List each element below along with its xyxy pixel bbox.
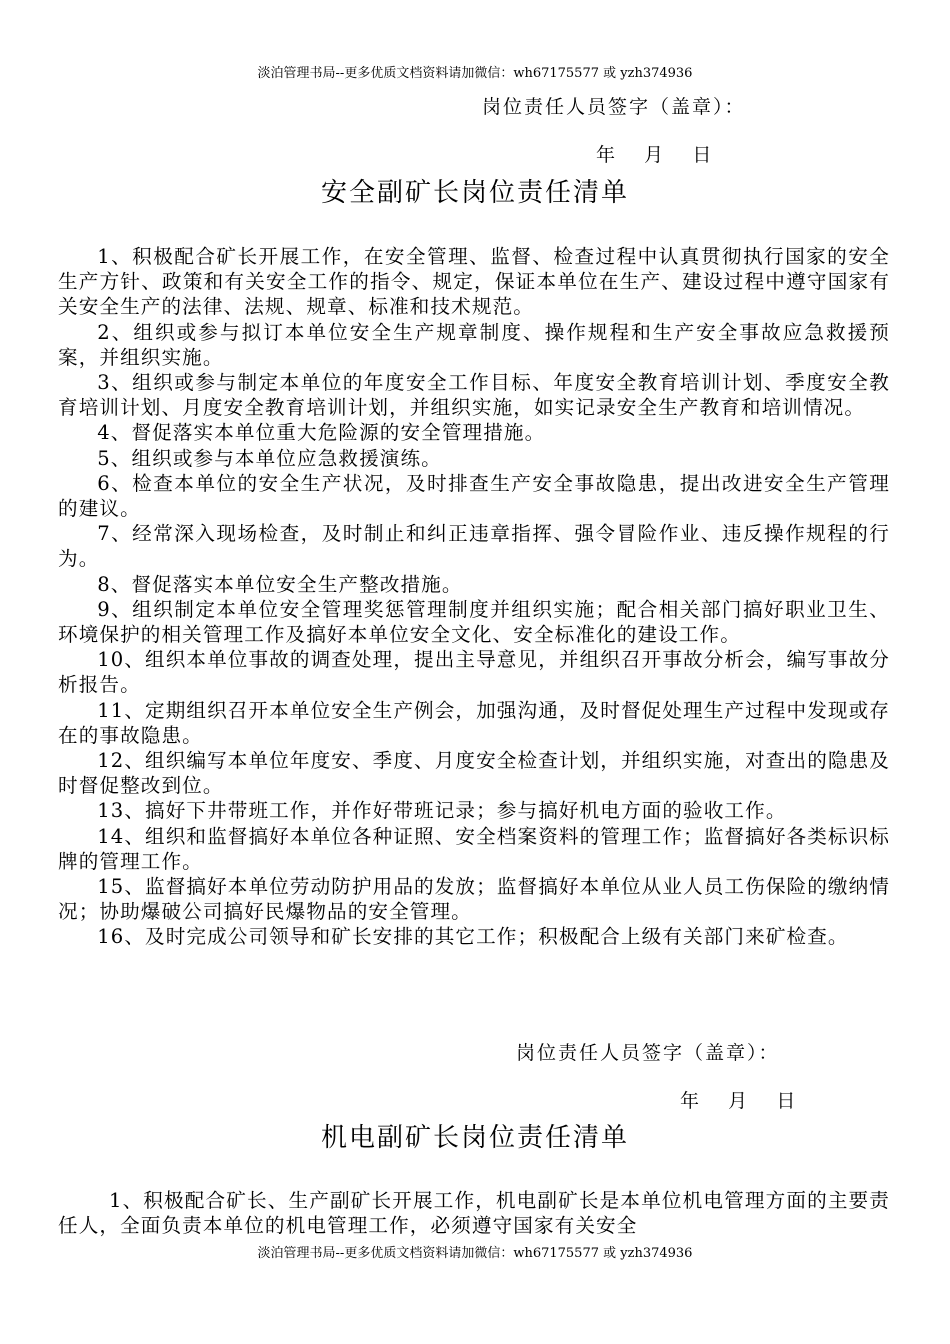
section1-item: 10、组织本单位事故的调查处理，提出主导意见，并组织召开事故分析会，编写事故分析报告。 xyxy=(58,648,890,697)
section1-item: 6、检查本单位的安全生产状况，及时排查生产安全事故隐患，提出改进安全生产管理的建议。 xyxy=(58,471,890,521)
header-watermark-note: 淡泊管理书局--更多优质文档资料请加微信：wh67175577 或 yzh374936 xyxy=(257,66,693,81)
section1-item: 4、督促落实本单位重大危险源的安全管理措施。 xyxy=(97,421,546,445)
section1-item: 13、搞好下井带班工作，并作好带班记录；参与搞好机电方面的验收工作。 xyxy=(97,799,787,823)
section1-item: 12、组织编写本单位年度安、季度、月度安全检查计划，并组织实施，对查出的隐患及时督促整改到位。 xyxy=(58,749,890,798)
section1-item: 15、监督搞好本单位劳动防护用品的发放；监督搞好本单位从业人员工伤保险的缴纳情况；协助爆破公司搞好民爆物品的安全管理。 xyxy=(58,875,890,924)
section1-item: 14、组织和监督搞好本单位各种证照、安全档案资料的管理工作；监督搞好各类标识标牌的管理工作。 xyxy=(58,824,890,873)
section1-item: 9、组织制定本单位安全管理奖惩管理制度并组织实施；配合相关部门搞好职业卫生、环境保护的相关管理工作及搞好本单位安全文化、安全标准化的建设工作。 xyxy=(58,597,890,647)
section1-body xyxy=(58,244,890,950)
section1-item: 7、经常深入现场检查，及时制止和纠正违章指挥、强令冒险作业、违反操作规程的行为。 xyxy=(58,522,890,571)
footer-watermark-note: 淡泊管理书局--更多优质文档资料请加微信：wh67175577 或 yzh374936 xyxy=(257,1246,693,1261)
section1-title: 安全副矿长岗位责任清单 xyxy=(320,178,629,208)
section1-item: 11、定期组织召开本单位安全生产例会，加强沟通，及时督促处理生产过程中发现或存在的事故隐患。 xyxy=(58,698,890,747)
top-signature-label: 岗位责任人员签字（盖章）： xyxy=(482,96,746,118)
section1-signature-label: 岗位责任人员签字（盖章）： xyxy=(516,1042,780,1064)
top-signature-date: 年 月 日 xyxy=(596,144,713,166)
section1-signature-date: 年 月 日 xyxy=(680,1090,797,1112)
section1-item: 8、督促落实本单位安全生产整改措施。 xyxy=(97,572,463,596)
section1-item: 5、组织或参与本单位应急救援演练。 xyxy=(97,446,442,470)
section1-item: 2、组织或参与拟订本单位安全生产规章制度、操作规程和生产安全事故应急救援预案，并组织实施。 xyxy=(58,320,890,369)
section2-body xyxy=(58,1188,890,1238)
section2-item: 1、积极配合矿长、生产副矿长开展工作，机电副矿长是本单位机电管理方面的主要责任人，全面负责本单位的机电管理工作，必须遵守国家有关安全 xyxy=(58,1189,890,1238)
section1-item: 16、及时完成公司领导和矿长安排的其它工作；积极配合上级有关部门来矿检查。 xyxy=(97,925,849,949)
section1-item: 3、组织或参与制定本单位的年度安全工作目标、年度安全教育培训计划、季度安全教育培训计划、月度安全教育培训计划，并组织实施，如实记录安全生产教育和培训情况。 xyxy=(58,371,890,420)
section1-item: 1、积极配合矿长开展工作，在安全管理、监督、检查过程中认真贯彻执行国家的安全生产方针、政策和有关安全工作的指令、规定，保证本单位在生产、建设过程中遵守国家有关安全生产的法律、法规、规章、标准和技术规范。 xyxy=(58,245,890,319)
section2-title: 机电副矿长岗位责任清单 xyxy=(320,1123,629,1153)
